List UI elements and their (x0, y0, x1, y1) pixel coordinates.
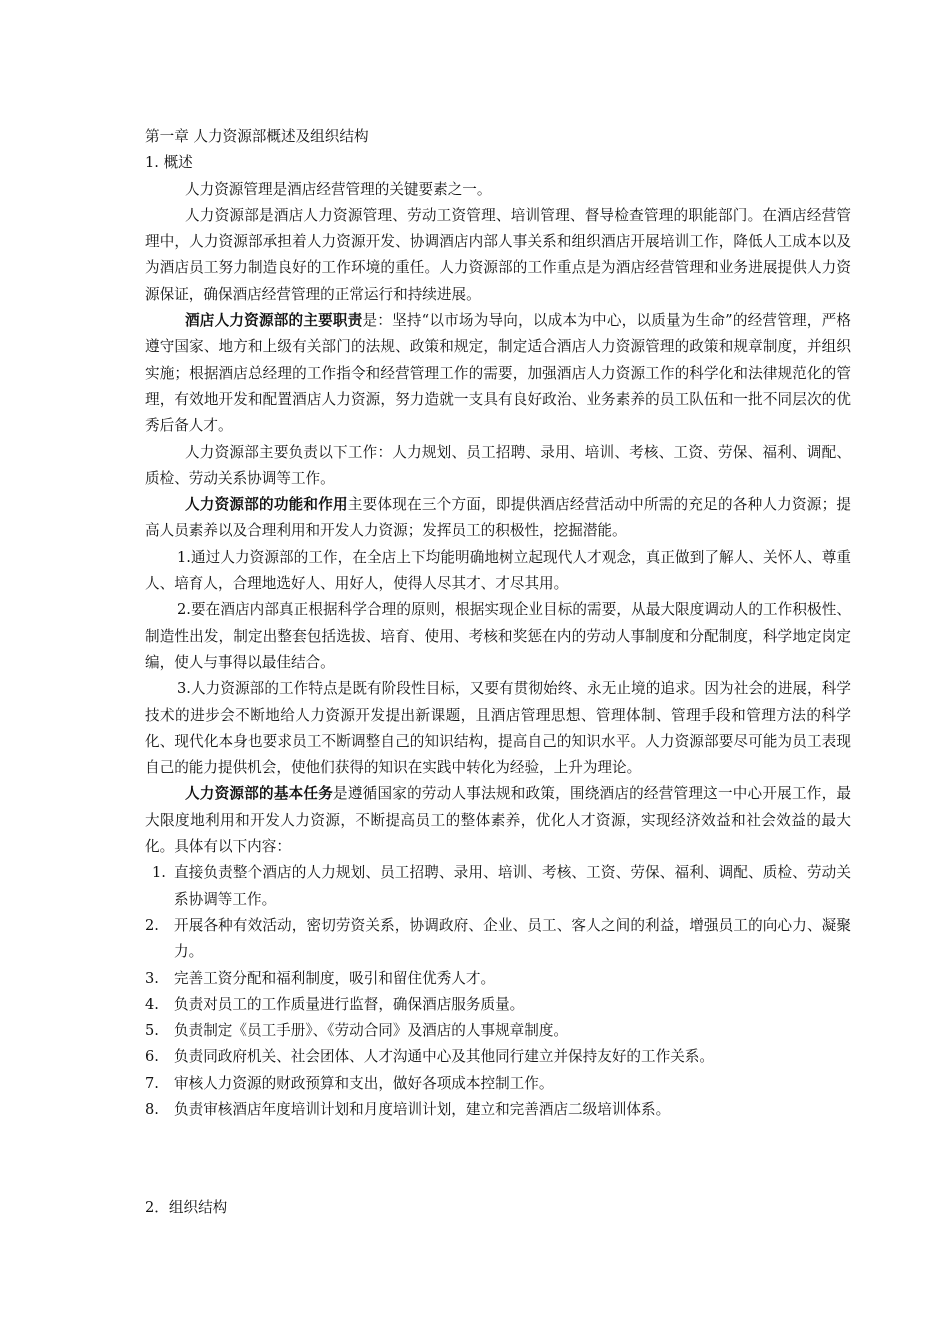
basic-tasks-text: 是遵循国家的劳动人事法规和政策，围绕酒店的经营管理这一中心开展工作，最大限度地利用和开发人力资源，不断提高员工的整体素养，优化人才资源，实现经济效益和社会效益的最大化。具体有以下内容： (145, 785, 851, 856)
list-item-number: 5. (145, 1022, 159, 1040)
document-body (145, 124, 851, 1123)
list-item-text: 完善工资分配和福利制度，吸引和留住优秀人才。 (174, 969, 496, 987)
list-item (145, 1018, 851, 1044)
main-duties-text: 是：坚持“以市场为导向，以成本为中心，以质量为生命”的经营管理，严格遵守国家、地方和上级有关部门的法规、政策和规定，制定适合酒店人力资源管理的政策和规章制度，并组织实施；根据酒店总经理的工作指令和经营管理工作的需要，加强酒店人力资源工作的科学化和法律规范化的管理，有效地开发和配置酒店人力资源，努力造就一支具有良好政治、业务素养的员工队伍和一批不同层次的优秀后备人才。 (145, 312, 851, 435)
list-item-number: 7. (145, 1074, 159, 1092)
functions-text: 主要体现在三个方面，即提供酒店经营活动中所需的充足的各种人力资源；提高人员素养以及合理利用和开发人力资源；发挥员工的积极性，挖掘潜能。 (145, 496, 851, 540)
list-item-number: 4. (145, 995, 159, 1013)
functions-label: 人力资源部的功能和作用 (185, 496, 348, 514)
list-item (145, 1071, 851, 1097)
list-item-number: 3. (145, 969, 159, 987)
paragraph-functions (145, 492, 851, 545)
list-item (145, 913, 851, 966)
paragraph-intro: 人力资源管理是酒店经营管理的关键要素之一。 (185, 180, 492, 198)
paragraph-function-1: 1.通过人力资源部的工作，在全店上下均能明确地树立起现代人才观念，真正做到了解人、关怀人、尊重人、培育人，合理地选好人、用好人，使得人尽其才、才尽其用。 (145, 548, 851, 593)
list-item-text: 负责同政府机关、社会团体、人才沟通中心及其他同行建立并保持友好的工作关系。 (174, 1048, 714, 1066)
list-item-number: 2. (145, 916, 159, 934)
chapter-title: 第一章 人力资源部概述及组织结构 (145, 128, 369, 145)
paragraph-responsibilities: 人力资源部主要负责以下工作：人力规划、员工招聘、录用、培训、考核、工资、劳保、福利、调配、质检、劳动关系协调等工作。 (145, 443, 851, 487)
paragraph-function-3: 3.人力资源部的工作特点是既有阶段性目标，又要有贯彻始终、永无止境的追求。因为社会的进展，科学技术的进步会不断地给人力资源开发提出新课题，且酒店管理思想、管理体制、管理手段和管理方法的科学化、现代化本身也要求员工不断调整自己的知识结构，提高自己的知识水平。人力资源部要尽可能为员工表现自己的能力提供机会，使他们获得的知识在实践中转化为经验，上升为理论。 (145, 680, 851, 777)
main-duties-label: 酒店人力资源部的主要职责 (185, 312, 363, 330)
list-item (145, 1044, 851, 1070)
list-item-number: 6. (145, 1048, 159, 1066)
list-item-number: 1. (152, 864, 166, 882)
section-1-heading: 1. 概述 (145, 154, 193, 172)
list-item-text: 直接负责整个酒店的人力规划、员工招聘、录用、培训、考核、工资、劳保、福利、调配、质检、劳动关系协调等工作。 (174, 864, 851, 908)
task-list (145, 860, 851, 1123)
paragraph-basic-tasks (145, 781, 851, 860)
paragraph-department-definition: 人力资源部是酒店人力资源管理、劳动工资管理、培训管理、督导检查管理的职能部门。在酒店经营管理中，人力资源部承担着人力资源开发、协调酒店内部人事关系和组织酒店开展培训工作，降低人工成本以及为酒店员工努力制造良好的工作环境的重任。人力资源部的工作重点是为酒店经营管理和业务进展提供人力资源保证，确保酒店经营管理的正常运行和持续进展。 (145, 206, 851, 303)
list-item-text: 负责制定《员工手册》、《劳动合同》及酒店的人事规章制度。 (174, 1022, 569, 1040)
list-item (145, 860, 851, 913)
paragraph-main-duties (145, 308, 851, 439)
list-item-text: 开展各种有效活动，密切劳资关系，协调政府、企业、员工、客人之间的利益，增强员工的向心力、凝聚力。 (174, 916, 851, 961)
list-item (145, 992, 851, 1018)
list-item (145, 1097, 851, 1123)
section-2-heading: 2．组织结构 (145, 1199, 228, 1216)
basic-tasks-label: 人力资源部的基本任务 (185, 785, 334, 803)
list-item-text: 负责对员工的工作质量进行监督，确保酒店服务质量。 (174, 995, 525, 1013)
list-item-text: 负责审核酒店年度培训计划和月度培训计划，建立和完善酒店二级培训体系。 (174, 1100, 671, 1118)
paragraph-function-2: 2.要在酒店内部真正根据科学合理的原则，根据实现企业目标的需要，从最大限度调动人的工作积极性、制造性出发，制定出整套包括选拔、培育、使用、考核和奖惩在内的劳动人事制度和分配制度，科学地定岗定编，使人与事得以最佳结合。 (145, 601, 851, 671)
list-item-number: 8. (145, 1100, 159, 1118)
list-item (145, 966, 851, 992)
list-item-text: 审核人力资源的财政预算和支出，做好各项成本控制工作。 (174, 1074, 554, 1092)
